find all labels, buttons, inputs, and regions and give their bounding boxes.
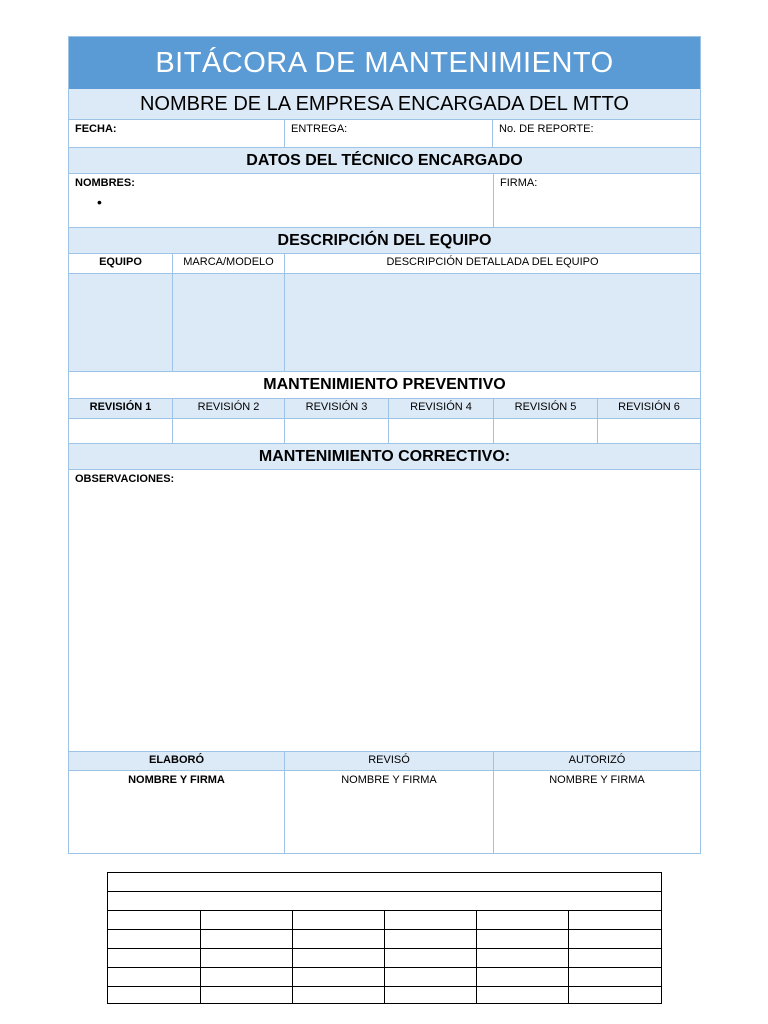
equipo-columns <box>69 254 700 274</box>
marca-input[interactable] <box>173 274 285 372</box>
company-header-bar <box>69 89 700 120</box>
grid-line <box>200 910 201 1004</box>
revision-5-input[interactable] <box>494 418 598 444</box>
tecnico-row <box>69 174 700 228</box>
col-marca: MARCA/MODELO <box>173 254 285 274</box>
grid-line <box>292 910 293 1004</box>
revision-4-input[interactable] <box>389 418 494 444</box>
form-title: BITÁCORA DE MANTENIMIENTO <box>155 47 614 79</box>
company-header: NOMBRE DE LA EMPRESA ENCARGADA DEL MTTO <box>139 93 629 115</box>
autorizo-label: AUTORIZÓ <box>494 752 700 771</box>
revision-3-label: REVISIÓN 3 <box>285 399 389 419</box>
form-title-bar <box>69 37 700 89</box>
observaciones-area[interactable] <box>69 470 700 752</box>
reporte-field[interactable]: No. DE REPORTE: <box>493 120 700 148</box>
grid-line <box>108 891 661 892</box>
meta-row <box>69 120 700 148</box>
reviso-label: REVISÓ <box>285 752 494 771</box>
empty-grid-table <box>107 872 662 1004</box>
fecha-field[interactable]: FECHA: <box>69 120 285 148</box>
revision-4-label: REVISIÓN 4 <box>389 399 494 419</box>
preventivo-header-bar <box>69 372 700 398</box>
correctivo-header: MANTENIMIENTO CORRECTIVO: <box>258 448 511 465</box>
elaboro-signature[interactable]: NOMBRE Y FIRMA <box>69 771 285 853</box>
revision-1-input[interactable] <box>69 418 173 444</box>
correctivo-header-bar <box>69 444 700 470</box>
autorizo-signature[interactable]: NOMBRE Y FIRMA <box>549 774 645 786</box>
grid-line <box>384 910 385 1004</box>
revision-2-label: REVISIÓN 2 <box>173 399 285 419</box>
elaboro-label: ELABORÓ <box>69 752 285 771</box>
revision-1-label: REVISIÓN 1 <box>69 399 173 419</box>
firma-field[interactable]: FIRMA: <box>494 174 700 228</box>
grid-line <box>568 910 569 1004</box>
revision-6-label: REVISIÓN 6 <box>598 399 700 419</box>
tecnico-header-bar <box>69 148 700 174</box>
descripcion-input[interactable] <box>285 274 700 372</box>
equipo-body <box>69 274 700 372</box>
entrega-field[interactable]: ENTREGA: <box>285 120 493 148</box>
equipo-input[interactable] <box>69 274 173 372</box>
observaciones-label: OBSERVACIONES: <box>75 473 175 485</box>
revisiones-inputs <box>69 418 700 444</box>
equipo-header-bar <box>69 228 700 254</box>
maintenance-log-form <box>68 36 701 854</box>
equipo-header: DESCRIPCIÓN DEL EQUIPO <box>277 232 492 249</box>
tecnico-header: DATOS DEL TÉCNICO ENCARGADO <box>246 152 523 169</box>
nombres-label: NOMBRES: <box>75 177 135 189</box>
col-descripcion: DESCRIPCIÓN DETALLADA DEL EQUIPO <box>285 254 700 274</box>
revision-5-label: REVISIÓN 5 <box>494 399 598 419</box>
firmas-labels <box>69 752 700 771</box>
nombres-bullet: • <box>97 194 102 210</box>
revision-3-input[interactable] <box>285 418 389 444</box>
grid-line <box>476 910 477 1004</box>
revision-6-input[interactable] <box>598 418 700 444</box>
nombres-field[interactable] <box>69 174 494 228</box>
firmas-body <box>69 771 700 853</box>
reviso-signature[interactable]: NOMBRE Y FIRMA <box>285 771 494 853</box>
preventivo-header: MANTENIMIENTO PREVENTIVO <box>263 376 506 393</box>
revision-2-input[interactable] <box>173 418 285 444</box>
col-equipo: EQUIPO <box>69 254 173 274</box>
revisiones-labels <box>69 398 700 418</box>
